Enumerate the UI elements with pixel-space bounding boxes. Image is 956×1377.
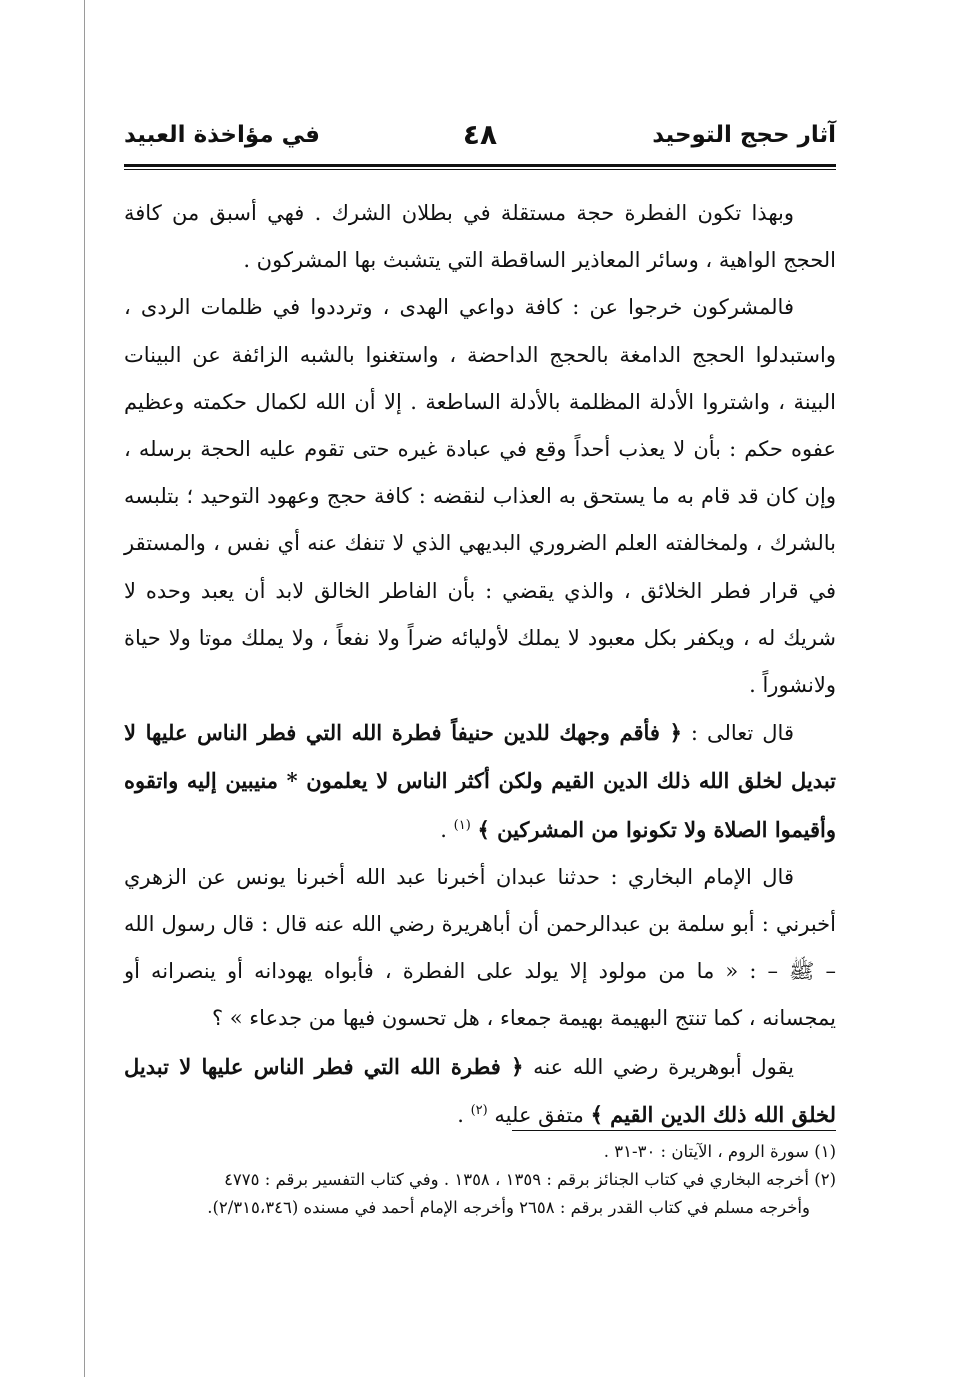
punctuation: . [457, 1102, 471, 1127]
footnote-2-continuation: وأخرجه مسلم في كتاب القدر برقم : ٢٦٥٨ وأخرجه الإمام أحمد في مسنده (٢/٣١٥،٣٤٦). [207, 1198, 810, 1217]
paragraph-verse [124, 1043, 836, 1139]
quran-verse: ﴿ فطرة الله التي فطر الناس عليها لا تبديل لخلق الله ذلك الدين القيم ﴾ [124, 1053, 836, 1127]
footnote-ref: (٢) [470, 1102, 488, 1118]
header-rule-thin [124, 169, 836, 170]
paragraph: قال الإمام البخاري : حدثنا عبدان أخبرنا عبد الله أخبرنا يونس عن الزهري أخبرني : أبو سلمة بن عبدالرحمن أن أباهريرة رضي الله عنه قال : قال رسول الله – ﷺ – : « ما من مولود إلا يولد على الفطرة ، فأبواه يهودانه أو ينصرانه أو يمجسانه ، كما تنتج البهيمة بهيمة جمعاء ، هل تحسون فيها من جدعاء » ؟ [124, 864, 836, 1031]
header-book-title: آثار حجج التوحيد [652, 122, 836, 148]
paragraph: فالمشركون خرجوا عن : كافة دواعي الهدى ، وترددوا في ظلمات الردى ، واستبدلوا الحجج الدامغة بالحجج الداحضة ، واستغنوا بالشبه الزائفة عن البينات البينة ، واشتروا الأدلة المظلمة بالأدلة الساطعة . إلا أن الله لكمال حكمته وعظيم عفوه حكم : بأن لا يعذب أحداً وقع في عبادة غيره حتى تقوم عليه الحجة برسله ، وإن كان قد قام به ما يستحق به العذاب لنقضه : كافة حجج وعهود التوحيد ؛ بتلبسه بالشرك ، ولمخالفته العلم الضروري البديهي الذي لا تنفك عنه أي نفس ، والمستقر في قرار فطر الخلائق ، والذي يقضي : بأن الفاطر الخالق لابد أن يعبد وحده لا شريك له ، ويكفر بكل معبود لا يملك لأوليائه ضراً ولا نفعاً ، ولا يملك موتا ولا حياة ولانشوراً . [124, 295, 836, 698]
footnote-1: (١) سورة الروم ، الآيتان : ٣٠-٣١ . [603, 1142, 836, 1161]
header-book-subtitle: في مؤاخذة العبيد [124, 122, 320, 148]
verse-intro: يقول أبوهريرة رضي الله عنه [533, 1054, 794, 1079]
page-edge-line [84, 0, 85, 1377]
running-header [124, 118, 836, 162]
paragraph-verse [124, 709, 836, 854]
hadith-grade: متفق عليه [487, 1102, 591, 1127]
footnote-2: (٢) أخرجه البخاري في كتاب الجنائز برقم : ١٣٥٩ ، ١٣٥٨ . وفي كتاب التفسير برقم : ٤٧٧٥ [224, 1170, 836, 1189]
quran-verse: ﴿ فأقم وجهك للدين حنيفاً فطرة الله التي فطر الناس عليها لا تبديل لخلق الله ذلك الدين القيم ولكن أكثر الناس لا يعلمون * منيبين إليه واتقوه وأقيموا الصلاة ولا تكونوا من المشركين ﴾ [124, 720, 836, 842]
footnotes [124, 1138, 836, 1222]
paragraph: وبهذا تكون الفطرة حجة مستقلة في بطلان الشرك . فهي أسبق من كافة الحجج الواهية ، وسائر المعاذير الساقطة التي يتشبث بها المشركون . [124, 201, 836, 273]
verse-intro: قال تعالى : [690, 721, 794, 746]
header-rule [124, 164, 836, 167]
main-text [124, 190, 836, 1139]
punctuation: . [440, 817, 454, 842]
footnote-ref: (١) [453, 817, 471, 833]
page-number: ٤٨ [462, 118, 498, 151]
footnote-separator [512, 1130, 836, 1131]
